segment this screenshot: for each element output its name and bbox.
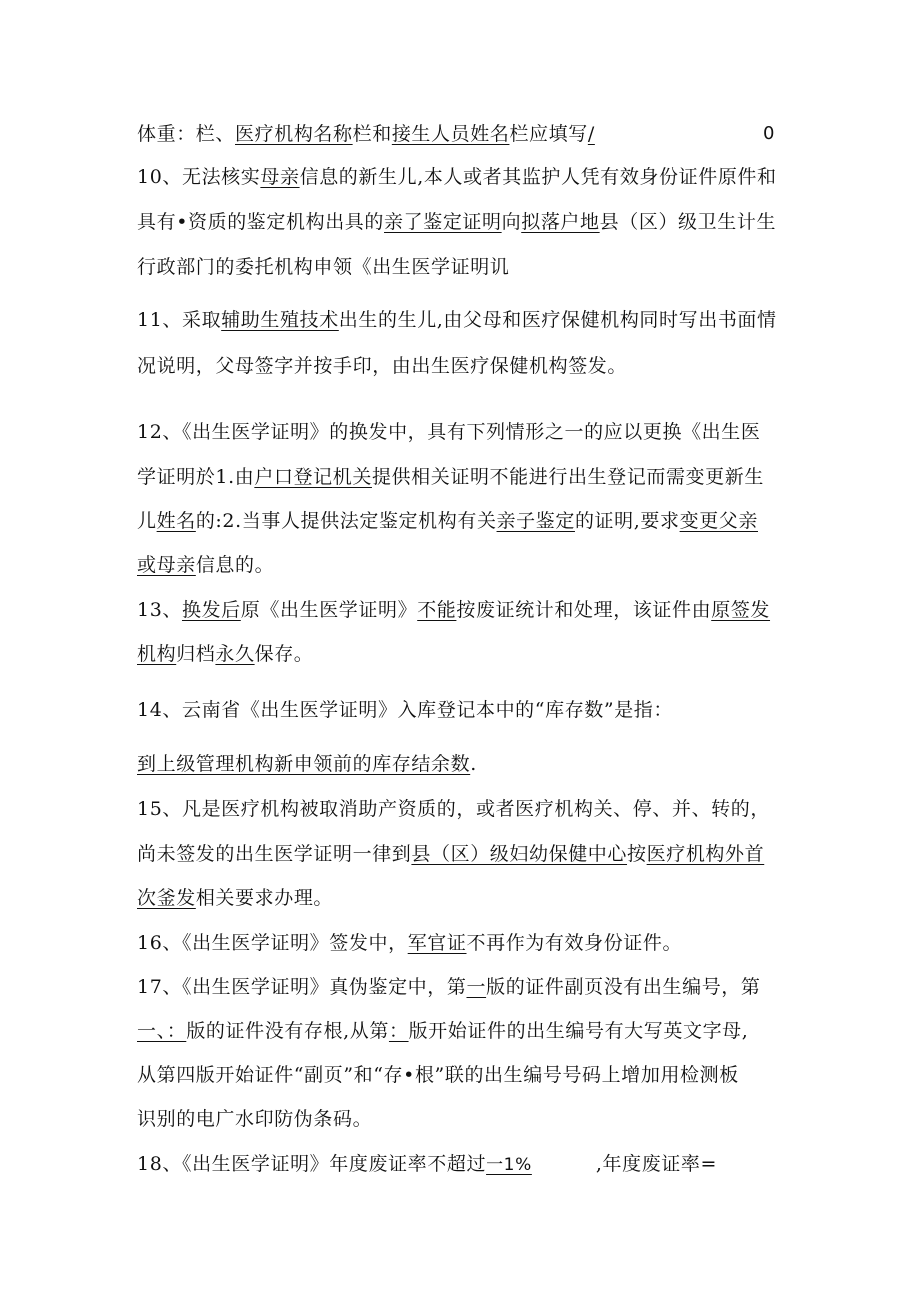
text-segment: 出生的生儿,由父母和医疗保健机构同时写出书面情 bbox=[338, 309, 777, 331]
underlined-answer: 不能 bbox=[417, 599, 457, 621]
item11-line1 bbox=[137, 308, 787, 332]
text-segment: 学证明於1.由 bbox=[137, 466, 255, 488]
underlined-answer: 一 bbox=[466, 976, 487, 998]
underlined-answer: 变更父亲 bbox=[679, 510, 758, 532]
item12-line3 bbox=[137, 509, 787, 533]
text-segment: 16、《出生医学证明》签发中， bbox=[137, 932, 408, 954]
text-segment: 县（区）级卫生计生 bbox=[599, 211, 777, 233]
item13-line1 bbox=[137, 598, 787, 622]
underlined-answer: 亲了鉴定证明 bbox=[384, 211, 502, 233]
underlined-answer: 户口登记机关 bbox=[254, 466, 372, 488]
underlined-answer: / bbox=[587, 123, 595, 145]
item11-line2: 况说明，父母签字并按手印，由出生医疗保健机构签发。 bbox=[137, 355, 628, 377]
item17-line2 bbox=[137, 1019, 787, 1043]
item12-line2 bbox=[137, 465, 787, 489]
underlined-answer: 永久 bbox=[215, 643, 255, 665]
text-segment: 不再作为有效身份证件。 bbox=[466, 932, 683, 954]
text-segment: 的证明,要求 bbox=[574, 510, 680, 532]
text-segment: 具有•资质的鉴定机构出具的 bbox=[137, 211, 385, 233]
underlined-answer: 次釜发 bbox=[137, 887, 196, 909]
item17-line4: 识别的电广水印防伪条码。 bbox=[137, 1108, 373, 1130]
underlined-answer: 医疗机构名称 bbox=[235, 123, 353, 145]
text-segment: 原《出生医学证明》 bbox=[240, 599, 418, 621]
underlined-answer: 姓名 bbox=[156, 510, 196, 532]
text-segment: 保存。 bbox=[254, 643, 314, 665]
underlined-answer: 亲子鉴定 bbox=[496, 510, 575, 532]
item15-line1: 15、凡是医疗机构被取消助产资质的，或者医疗机构关、停、并、转的， bbox=[137, 798, 770, 820]
underlined-answer: 辅助生殖技术 bbox=[221, 309, 339, 331]
text-segment: 按废证统计和处理，该证件由 bbox=[456, 599, 712, 621]
text-segment: 栏和 bbox=[352, 123, 392, 145]
text-segment: 按 bbox=[627, 843, 647, 865]
underlined-answer: 一、： bbox=[137, 1020, 187, 1042]
underlined-answer: 县（区）级妇幼保健中心 bbox=[411, 843, 628, 865]
item9-tail-line bbox=[137, 122, 787, 146]
underlined-answer: 军官证 bbox=[407, 932, 467, 954]
text-segment: 体重：栏、 bbox=[137, 123, 236, 145]
text-segment: 信息的。 bbox=[195, 554, 275, 576]
item14-line2 bbox=[137, 752, 787, 776]
text-segment: 儿 bbox=[137, 510, 157, 532]
item12-line4 bbox=[137, 553, 787, 577]
underlined-answer: 到上级管理机构新申领前的库存结余数 bbox=[137, 753, 471, 775]
underlined-answer: 拟落户地 bbox=[521, 211, 600, 233]
item17-line1 bbox=[137, 975, 787, 999]
underlined-answer: 母亲 bbox=[260, 166, 300, 188]
underlined-answer: 原签发 bbox=[711, 599, 771, 621]
item12-line1: 12、《出生医学证明》的换发中，具有下列情形之一的应以更换《出生医 bbox=[137, 421, 761, 443]
text-segment: 版开始证件的出生编号有大写英文字母, bbox=[408, 1020, 749, 1042]
item14-line1: 14、云南省《出生医学证明》入库登记本中的“库存数”是指： bbox=[137, 699, 674, 721]
item18-line1 bbox=[137, 1152, 787, 1177]
item16-line1 bbox=[137, 931, 787, 955]
item17-line3: 从第四版开始证件“副页”和“存•根”联的出生编号号码上增加用检测板 bbox=[137, 1064, 739, 1086]
text-segment: 尚未签发的出生医学证明一律到 bbox=[137, 843, 412, 865]
text-segment: 的:2.当事人提供法定鉴定机构有关 bbox=[195, 510, 497, 532]
underlined-answer: 机构 bbox=[137, 643, 177, 665]
text-segment: 版的证件副页没有出生编号，第 bbox=[486, 976, 761, 998]
underlined-answer: 接生人员姓名 bbox=[391, 123, 510, 145]
text-segment: 版的证件没有存根,从第 bbox=[186, 1020, 389, 1042]
trailing-zero: 0 bbox=[763, 123, 775, 144]
underlined-answer: ： bbox=[388, 1020, 409, 1042]
underlined-answer: 换发后 bbox=[181, 599, 241, 621]
text-segment: 11、采取 bbox=[137, 309, 222, 331]
underlined-answer: 医疗机构外首 bbox=[646, 843, 765, 865]
item10-line1 bbox=[137, 165, 787, 189]
item10-line2 bbox=[137, 210, 787, 234]
item15-line3 bbox=[137, 886, 787, 910]
text-segment: 17、《出生医学证明》真伪鉴定中，第 bbox=[137, 976, 467, 998]
text-segment: 归档 bbox=[176, 643, 216, 665]
item10-line3: 行政部门的委托机构申领《出生医学证明讥 bbox=[137, 256, 510, 278]
item15-line2 bbox=[137, 842, 787, 866]
underlined-answer: 一1% bbox=[486, 1155, 532, 1175]
text-segment: 18、《出生医学证明》年度废证率不超过 bbox=[137, 1153, 487, 1175]
text-segment: 提供相关证明不能进行出生登记而需变更新生 bbox=[371, 466, 764, 488]
item13-line2 bbox=[137, 642, 787, 666]
underlined-answer: 或母亲 bbox=[137, 554, 196, 576]
text-segment: 栏应填写 bbox=[509, 123, 588, 145]
text-segment: 向 bbox=[501, 211, 522, 233]
text-segment: 信息的新生儿,本人或者其监护人凭有效身份证件原件和 bbox=[299, 166, 777, 188]
text-segment: 相关要求办理。 bbox=[195, 887, 334, 909]
text-segment: . bbox=[470, 753, 477, 775]
text-segment: 13、 bbox=[137, 599, 182, 621]
text-segment: 10、无法核实 bbox=[137, 166, 261, 188]
text-segment: ,年度废证率= bbox=[595, 1153, 718, 1175]
